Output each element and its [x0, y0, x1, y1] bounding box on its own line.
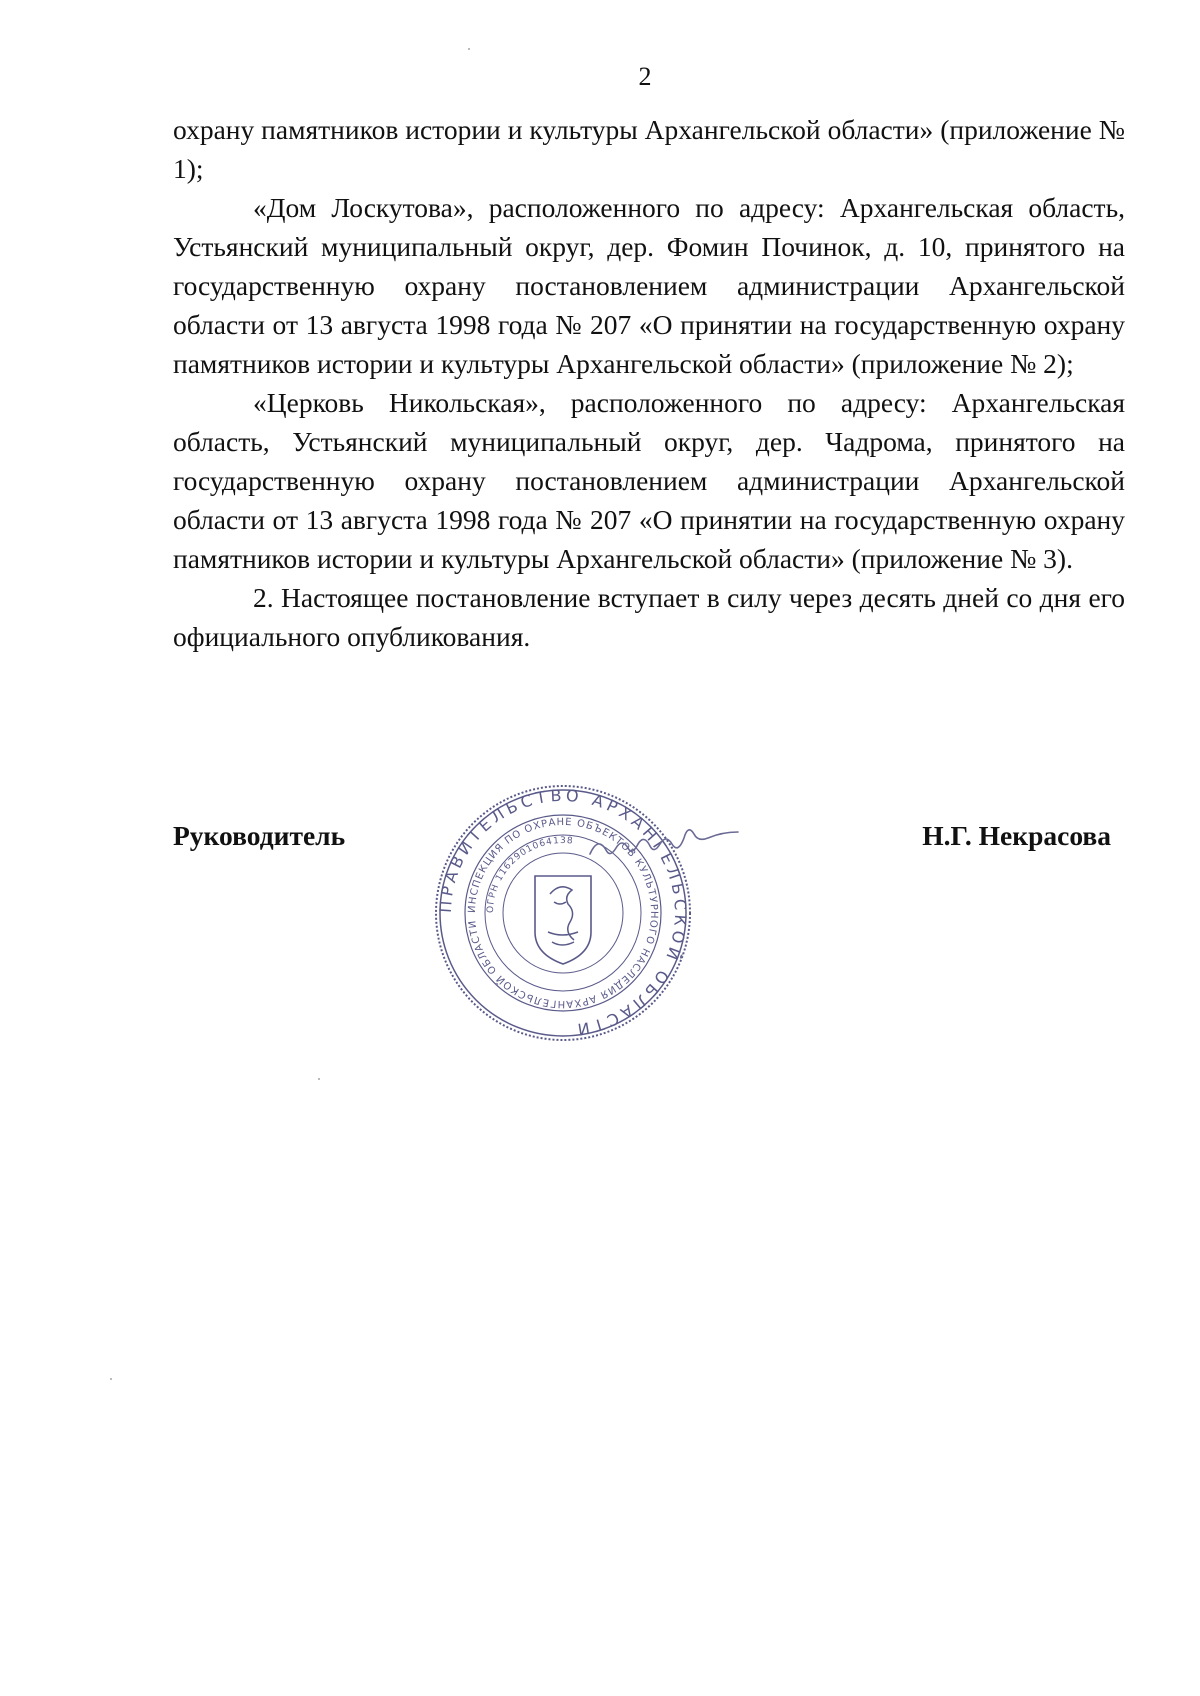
seal-ogrn-text: ОГРН 1162901064138 — [485, 835, 575, 914]
signatory-role: Руководитель — [173, 820, 346, 851]
page-number: 2 — [638, 62, 652, 91]
paragraph-3: «Церковь Никольская», расположенного по адресу: Архангельская область, Устьянский муниципальный округ, дер. Чадрома, принятого на государственную охрану постановлением администрации Архангельской области от 13 августа 1998 года № 207 «О принятии на государственную охрану памятников истории и культуры Архангельской области» (приложение № 3). — [173, 387, 1125, 574]
paragraph-4: 2. Настоящее постановление вступает в силу через десять дней со дня его официального опубликования. — [173, 582, 1125, 652]
scan-speck — [468, 48, 470, 50]
paragraph-1: охрану памятников истории и культуры Архангельской области» (приложение № 1); — [173, 114, 1125, 184]
paragraph-2: «Дом Лоскутова», расположенного по адресу: Архангельская область, Устьянский муниципальный округ, дер. Фомин Починок, д. 10, принятого на государственную охрану постановлением администрации Архангельской области от 13 августа 1998 года № 207 «О принятии на государственную охрану памятников истории и культуры Архангельской области» (приложение № 2); — [173, 192, 1125, 379]
seal-inner-text: ИНСПЕКЦИЯ ПО ОХРАНЕ ОБЪЕКТОВ КУЛЬТУРНОГО НАСЛЕДИЯ АРХАНГЕЛЬСКОЙ ОБЛАСТИ — [466, 816, 660, 1010]
scan-speck — [110, 1378, 112, 1380]
seal-outer-text: ПРАВИТЕЛЬСТВО АРХАНГЕЛЬСКОЙ ОБЛАСТИ — [435, 785, 691, 1040]
scan-speck — [318, 1078, 320, 1080]
document-body — [173, 110, 1125, 656]
handwritten-signature-icon — [580, 820, 770, 870]
signatory-name: Н.Г. Некрасова — [922, 820, 1111, 851]
